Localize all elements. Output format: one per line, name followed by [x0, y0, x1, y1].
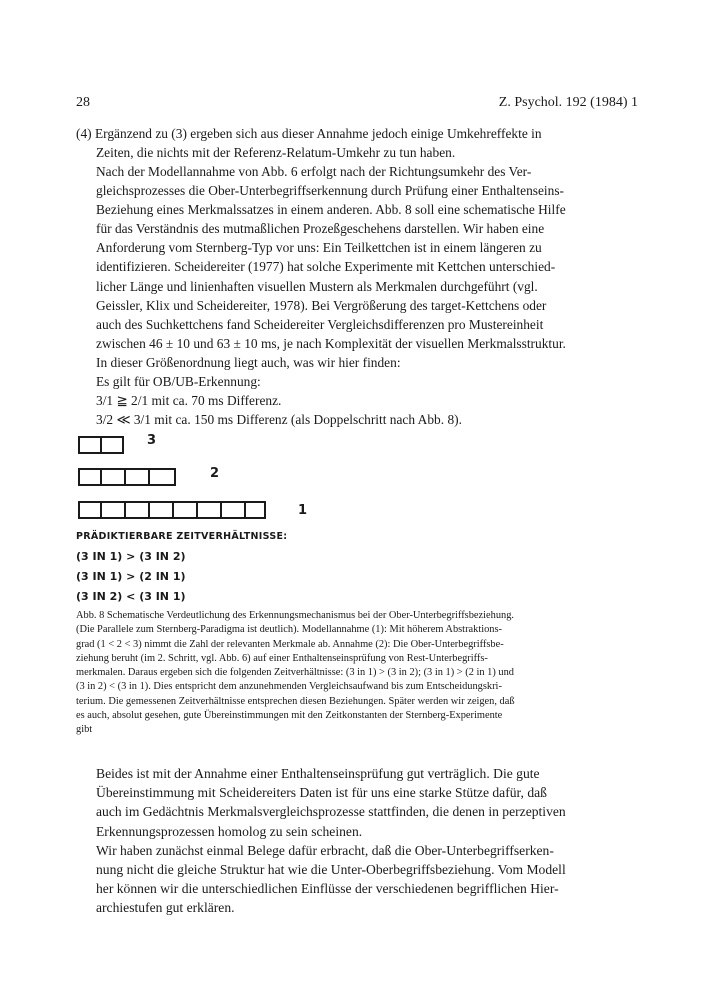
text-line: 3/2 ≪ 3/1 mit ca. 150 ms Differenz (als Doppelschritt nach Abb. 8).	[96, 412, 462, 428]
text-line: licher Länge und linienhaften visuellen Mustern als Merkmalen durchgeführt (vgl.	[96, 278, 538, 294]
caption-line: (Die Parallele zum Sternberg-Paradigma ist deutlich). Modellannahme (1): Mit höherem Abstraktions-	[76, 624, 503, 636]
text-line: auch im Gedächtnis Merkmalsvergleichsprozesse stattfinden, die denen in perzeptiven	[96, 804, 566, 820]
text-line: Anforderung vom Sternberg-Typ vor uns: Ein Teilkettchen ist in einem längeren zu	[96, 240, 542, 256]
text-line: her können wir die unterschiedlichen Einflüsse der verschiedenen begrifflichen Hier-	[96, 881, 559, 897]
paragraph-conclusion	[96, 764, 638, 918]
caption-line: merkmalen. Daraus ergeben sich die folgenden Zeitverhältnisse: (3 in 1) > (3 in 2); (3 in 1) > (2 in 1) und	[76, 667, 514, 679]
caption-line: terium. Die gemessenen Zeitverhältnisse entsprechen diesen Beziehungen. Später werden wir zeigen, daß	[76, 695, 515, 707]
page-number: 28	[76, 95, 90, 110]
text-line: Zeiten, die nichts mit der Referenz-Relatum-Umkehr zu tun haben.	[96, 145, 456, 161]
relation-1: (3 IN 1) > (3 IN 2)	[76, 550, 186, 563]
chain-label-1: 1	[298, 503, 308, 518]
chain-2-units	[78, 468, 176, 486]
text-line: Beziehung eines Merkmalssatzes in einem anderen. Abb. 8 soll eine schematische Hilfe	[96, 202, 566, 218]
text-line: Geissler, Klix und Scheidereiter, 1978). Bei Vergrößerung des target-Kettchens oder	[96, 297, 547, 313]
figure-schematic-chains	[76, 430, 376, 530]
text-line: für das Verständnis des mutmaßlichen Prozeßgeschehens darstellen. Wir haben eine	[96, 221, 545, 237]
text-line: Beides ist mit der Annahme einer Enthaltenseinsprüfung gut verträglich. Die gute	[96, 766, 540, 781]
text-line: Übereinstimmung mit Scheidereiters Daten ist für uns eine starke Stütze dafür, daß	[96, 785, 547, 801]
chain-1-units	[78, 501, 266, 519]
journal-reference: Z. Psychol. 192 (1984) 1	[498, 95, 638, 110]
text-line: Wir haben zunächst einmal Belege dafür erbracht, daß die Ober-Unterbegriffserken-	[96, 842, 554, 858]
paragraph-model	[96, 162, 638, 429]
page-header	[76, 95, 638, 115]
text-line: In dieser Größenordnung liegt auch, was wir hier finden:	[96, 354, 401, 370]
caption-line: gibt	[76, 724, 93, 736]
paragraph-point-4	[76, 124, 638, 162]
caption-line: es auch, absolut gesehen, gute Übereinstimmungen mit den Zeitkonstanten der Sternberg-Experimente	[76, 710, 503, 722]
caption-line: (3 in 2) < (3 in 1). Dies entspricht dem anzunehmenden Vergleichsaufwand bis zum Entscheidungskri-	[76, 681, 502, 693]
caption-line: ziehung beruht (im 2. Schritt, vgl. Abb. 6) auf einer Enthaltenseinsprüfung von Rest-Unterbegriffs-	[76, 652, 488, 664]
text-line: (4) Ergänzend zu (3) ergeben sich aus dieser Annahme jedoch einige Umkehreffekte in	[76, 126, 542, 141]
text-line: identifizieren. Scheidereiter (1977) hat solche Experimente mit Kettchen unterschied-	[96, 259, 556, 275]
text-line: 3/1 ≧ 2/1 mit ca. 70 ms Differenz.	[96, 393, 282, 409]
caption-line: grad (1 < 2 < 3) nimmt die Zahl der relevanten Merkmale ab. Annahme (2): Die Ober-Unterbegriffsbe-	[76, 638, 504, 650]
text-line: zwischen 46 ± 10 und 63 ± 10 ms, je nach Komplexität der visuellen Merkmalsstruktur.	[96, 335, 566, 351]
text-line: Es gilt für OB/UB-Erkennung:	[96, 374, 261, 390]
text-line: nung nicht die gleiche Struktur hat wie die Unter-Oberbegriffsbeziehung. Vom Modell	[96, 862, 566, 878]
text-line: Nach der Modellannahme von Abb. 6 erfolgt nach der Richtungsumkehr des Ver-	[96, 164, 532, 179]
figure-caption	[76, 609, 638, 738]
text-line: auch des Suchkettchens fand Scheidereiter Vergleichsdifferenzen pro Mustereinheit	[96, 316, 544, 332]
chain-label-2: 2	[210, 466, 220, 481]
text-line: archiestufen gut erklären.	[96, 900, 235, 916]
caption-line: Abb. 8 Schematische Verdeutlichung des Erkennungsmechanismus bei der Ober-Unterbegriffsbeziehung.	[76, 610, 514, 621]
text-line: Erkennungsprozessen homolog zu sein scheinen.	[96, 823, 363, 839]
figure-title-predictions: PRÄDIKTIERBARE ZEITVERHÄLTNISSE:	[76, 531, 288, 542]
chain-3-units	[78, 436, 124, 454]
relation-3: (3 IN 2) < (3 IN 1)	[76, 590, 186, 603]
chain-label-3: 3	[147, 433, 157, 448]
relation-2: (3 IN 1) > (2 IN 1)	[76, 570, 186, 583]
text-line: gleichsprozesses die Ober-Unterbegriffserkennung durch Prüfung einer Enthaltenseins-	[96, 183, 565, 199]
